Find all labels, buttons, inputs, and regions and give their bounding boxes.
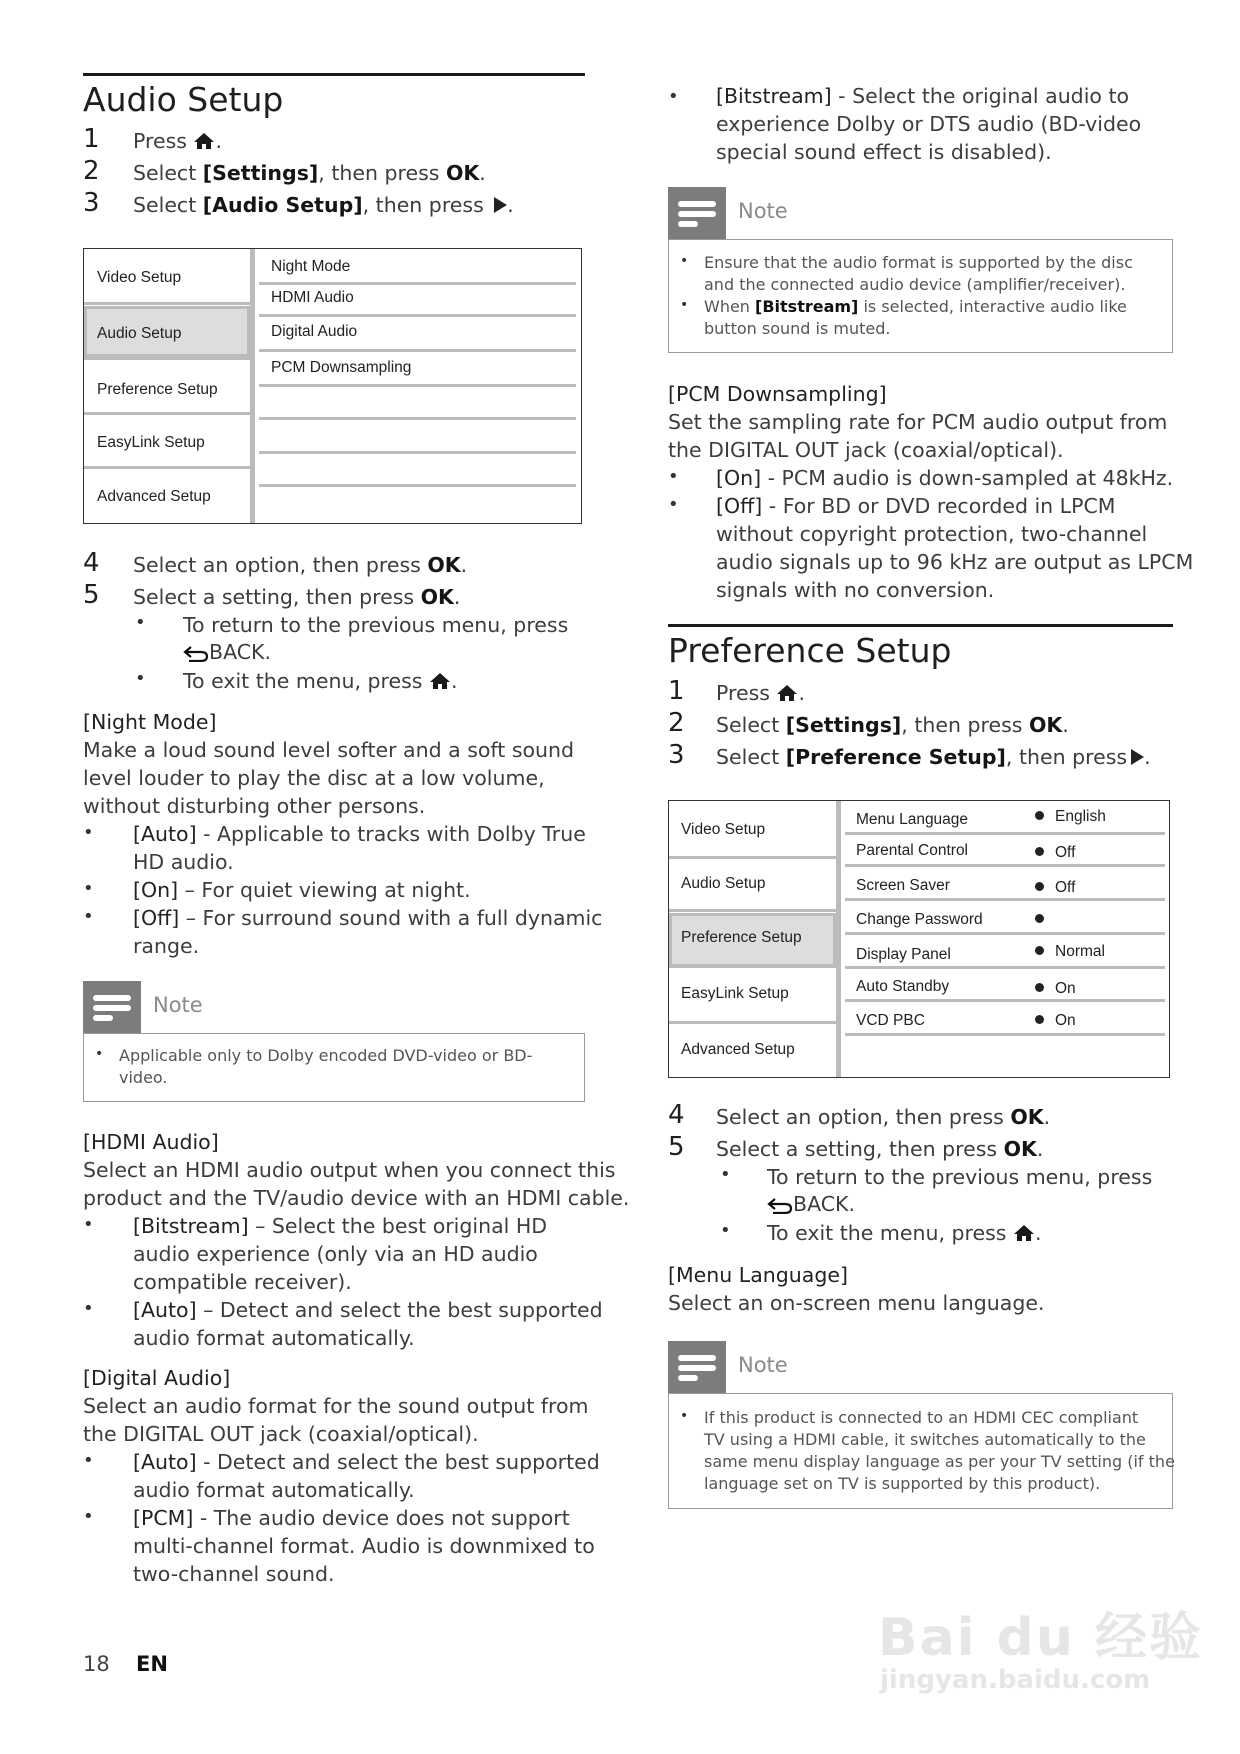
menu-item-advanced-setup: Advanced Setup <box>681 1041 795 1058</box>
note-dolby: Note • Applicable only to Dolby encoded DVD-video or BD- video. <box>83 981 585 1102</box>
preference-setup-menu: Video Setup Audio Setup Preference Setup EasyLink Setup Advanced Setup Menu Language English Parental Control Off Screen Saver Off Change Password Display Panel Normal Auto Standby On VCD PBC On <box>668 800 1170 1078</box>
page-title-audio-setup: Audio Setup <box>83 80 284 119</box>
note-hdmi-cec: Note • If this product is connected to an HDMI CEC compliant TV using a HDMI cable, it switches automatically to the same menu display language as per your TV setting (if the language set on TV is supported by this product). <box>668 1341 1173 1509</box>
home-icon <box>1013 1224 1035 1242</box>
pcm-on: [On] - PCM audio is down-sampled at 48kHz. <box>716 466 1174 490</box>
section-rule-audio <box>83 73 585 76</box>
digital-audio-auto: [Auto] - Detect and select the best supported <box>133 1450 600 1474</box>
home-icon <box>429 672 451 690</box>
pref-exit-instruction: To exit the menu, press . <box>767 1221 1042 1245</box>
hdmi-audio-heading: [HDMI Audio] <box>83 1130 219 1154</box>
section-rule-preference <box>668 624 1173 627</box>
menu-item-audio-setup: Audio Setup <box>681 875 766 892</box>
menu-option-pcm-downsampling: PCM Downsampling <box>271 359 412 376</box>
menu-option-hdmi-audio: HDMI Audio <box>271 289 354 306</box>
exit-instruction: To exit the menu, press . <box>183 669 458 693</box>
return-instruction: To return to the previous menu, press <box>183 613 569 637</box>
menu-item-audio-setup: Audio Setup <box>97 325 182 342</box>
note-icon <box>668 187 726 239</box>
menu-item-video-setup: Video Setup <box>97 269 182 286</box>
note-audio-format: Note • Ensure that the audio format is supported by the disc and the connected audio device (amplifier/receiver). • When [Bitstream] is selected, interactive audio like button sound is muted. <box>668 187 1173 353</box>
digital-audio-bitstream: [Bitstream] - Select the original audio to <box>716 84 1130 108</box>
back-instruction: BACK. <box>183 638 271 666</box>
menu-item-preference-setup: Preference Setup <box>97 381 218 398</box>
menu-language-heading: [Menu Language] <box>668 1263 848 1287</box>
menu-option-night-mode: Night Mode <box>271 258 351 275</box>
pref-return-instruction: To return to the previous menu, press <box>767 1165 1153 1189</box>
page-number: 18 <box>83 1652 110 1676</box>
play-arrow-icon <box>494 197 507 213</box>
play-arrow-icon <box>1131 749 1144 765</box>
menu-item-preference-setup: Preference Setup <box>681 929 802 946</box>
watermark-url: jingyan.baidu.com <box>880 1665 1151 1695</box>
hdmi-audio-auto: [Auto] – Detect and select the best supported <box>133 1298 603 1322</box>
home-icon <box>776 684 798 702</box>
language-code: EN <box>136 1652 168 1676</box>
pcm-downsampling-heading: [PCM Downsampling] <box>668 382 887 406</box>
section-title-preference-setup: Preference Setup <box>668 631 952 670</box>
hdmi-audio-bitstream: [Bitstream] – Select the best original HD <box>133 1214 548 1238</box>
digital-audio-heading: [Digital Audio] <box>83 1366 231 1390</box>
night-mode-auto: [Auto] - Applicable to tracks with Dolby True <box>133 822 586 846</box>
menu-option-digital-audio: Digital Audio <box>271 323 358 340</box>
pref-back-instruction: BACK. <box>767 1190 855 1218</box>
audio-setup-menu <box>83 248 582 524</box>
digital-audio-pcm: [PCM] - The audio device does not support <box>133 1506 570 1530</box>
menu-item-video-setup: Video Setup <box>681 821 766 838</box>
night-mode-off: [Off] – For surround sound with a full dynamic <box>133 906 603 930</box>
home-icon <box>193 132 215 150</box>
note-icon <box>83 981 141 1033</box>
menu-item-easylink-setup: EasyLink Setup <box>681 985 789 1002</box>
menu-item-advanced-setup: Advanced Setup <box>97 488 211 505</box>
night-mode-on: [On] – For quiet viewing at night. <box>133 878 471 902</box>
menu-item-easylink-setup: EasyLink Setup <box>97 434 205 451</box>
back-icon <box>183 644 209 662</box>
pcm-off: [Off] - For BD or DVD recorded in LPCM <box>716 494 1116 518</box>
back-icon <box>767 1196 793 1214</box>
note-icon <box>668 1341 726 1393</box>
night-mode-heading: [Night Mode] <box>83 710 217 734</box>
watermark-logo: Bai du 经验 <box>878 1608 1203 1668</box>
